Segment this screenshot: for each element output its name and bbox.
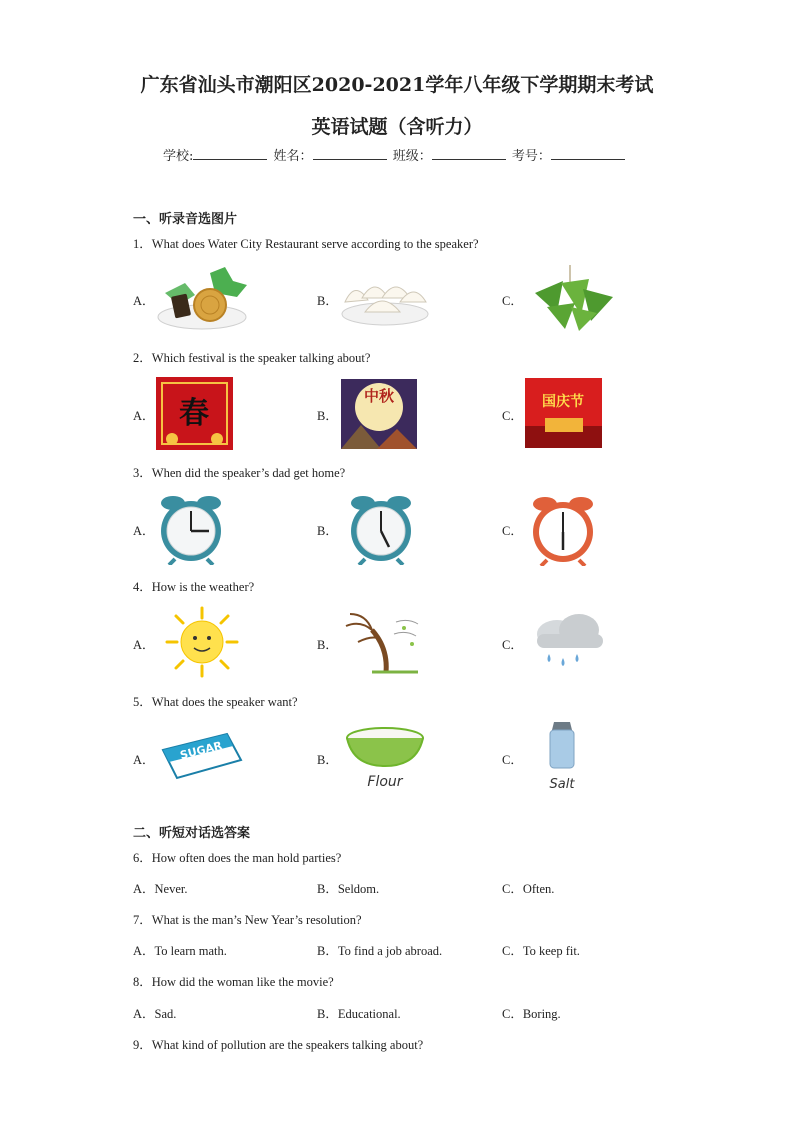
question-1: 1．What does Water City Restaurant serve according to the speaker? — [133, 237, 479, 251]
q6-option-c[interactable]: C．Often. — [502, 882, 555, 896]
q5-option-a-letter[interactable]: A． — [133, 753, 155, 767]
q7-option-a[interactable]: A．To learn math. — [133, 944, 227, 958]
q2-option-c-letter[interactable]: C． — [502, 409, 523, 423]
q2-option-a-letter[interactable]: A． — [133, 409, 155, 423]
q8-option-a[interactable]: A．Sad. — [133, 1007, 177, 1021]
q4-option-a-letter[interactable]: A． — [133, 638, 155, 652]
national-day-image[interactable] — [525, 378, 602, 448]
number-label: 考号： — [511, 149, 551, 164]
class-label: 班级： — [392, 149, 432, 164]
sunny-weather-image[interactable] — [163, 606, 241, 678]
salt-shaker-image[interactable] — [540, 720, 584, 792]
school-blank[interactable] — [193, 147, 267, 160]
name-label: 姓名： — [273, 149, 313, 164]
title-line-2: 英语试题（含听力） — [311, 116, 483, 138]
section-2-heading: 二、听短对话选答案 — [133, 826, 251, 841]
question-7: 7．What is the man’s New Year’s resolution? — [133, 913, 362, 927]
section-1-heading: 一、听录音选图片 — [133, 212, 238, 227]
windy-weather-image[interactable] — [342, 608, 420, 674]
q4-option-b-letter[interactable]: B． — [317, 638, 338, 652]
q1-option-c-letter[interactable]: C． — [502, 294, 523, 308]
mooncake-image[interactable] — [155, 265, 250, 333]
q5-option-b-letter[interactable]: B． — [317, 753, 338, 767]
flour-bowl-image[interactable] — [345, 722, 425, 792]
class-blank[interactable] — [432, 147, 506, 160]
sugar-label: SUGAR — [178, 738, 224, 762]
q5-option-c-letter[interactable]: C． — [502, 753, 523, 767]
q1-option-b-letter[interactable]: B． — [317, 294, 338, 308]
q6-option-a[interactable]: A．Never. — [133, 882, 188, 896]
question-2: 2．Which festival is the speaker talking about? — [133, 351, 371, 365]
school-label: 学校: — [163, 149, 194, 164]
q3-option-c-letter[interactable]: C． — [502, 524, 523, 538]
q7-option-b[interactable]: B．To find a job abroad. — [317, 944, 443, 958]
q8-option-c[interactable]: C．Boring. — [502, 1007, 561, 1021]
sugar-bag-image[interactable] — [157, 730, 245, 782]
title-line-1: 广东省汕头市潮阳区2020-2021学年八年级下学期期末考试 — [140, 74, 654, 96]
q7-option-c[interactable]: C．To keep fit. — [502, 944, 580, 958]
mid-autumn-image[interactable] — [341, 379, 417, 449]
q4-option-c-letter[interactable]: C． — [502, 638, 523, 652]
name-blank[interactable] — [313, 147, 387, 160]
flour-label: Flour — [367, 774, 403, 790]
number-blank[interactable] — [551, 147, 625, 160]
q2-option-b-letter[interactable]: B． — [317, 409, 338, 423]
alarm-clock-a-image[interactable] — [155, 493, 227, 565]
zhongqiu-characters: 中秋 — [363, 387, 395, 405]
q6-option-b[interactable]: B．Seldom. — [317, 882, 380, 896]
zongzi-image[interactable] — [525, 263, 617, 333]
question-5: 5．What does the speaker want? — [133, 695, 298, 709]
question-6: 6．How often does the man hold parties? — [133, 851, 342, 865]
q3-option-a-letter[interactable]: A． — [133, 524, 155, 538]
alarm-clock-c-image[interactable] — [527, 494, 599, 566]
guoqing-characters: 国庆节 — [542, 394, 584, 410]
q8-option-b[interactable]: B．Educational. — [317, 1007, 401, 1021]
q1-option-a-letter[interactable]: A． — [133, 294, 155, 308]
dumplings-image[interactable] — [340, 272, 430, 327]
spring-festival-image[interactable] — [156, 377, 233, 450]
question-8: 8．How did the woman like the movie? — [133, 975, 334, 989]
student-info-row — [163, 145, 627, 164]
rainy-weather-image[interactable] — [527, 610, 607, 672]
chun-character: 春 — [179, 396, 209, 431]
q3-option-b-letter[interactable]: B． — [317, 524, 338, 538]
question-4: 4．How is the weather? — [133, 580, 255, 594]
alarm-clock-b-image[interactable] — [345, 493, 417, 565]
salt-label: Salt — [549, 777, 575, 792]
question-3: 3．When did the speaker’s dad get home? — [133, 466, 346, 480]
question-9: 9．What kind of pollution are the speakers talking about? — [133, 1038, 424, 1052]
